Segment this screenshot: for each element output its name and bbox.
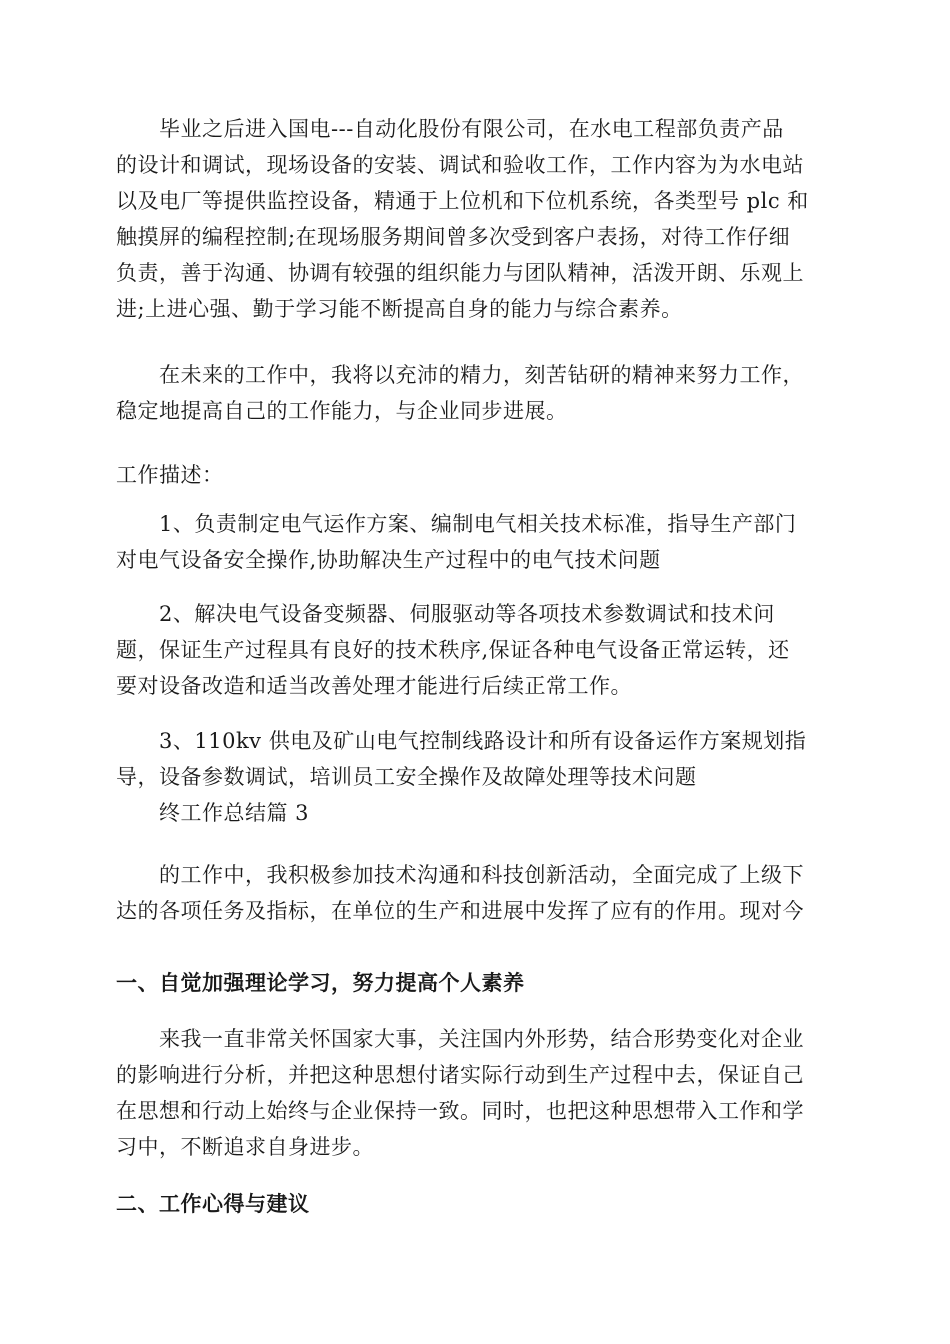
text-line: 1、负责制定电气运作方案、编制电气相关技术标准，指导生产部门 [159, 512, 797, 536]
heading-work-insights [116, 1186, 836, 1222]
heading-theory-study [116, 965, 836, 1001]
paragraph-future [116, 357, 836, 429]
list-item-1 [116, 506, 836, 578]
text-line: 达的各项任务及指标，在单位的生产和进展中发挥了应有的作用。现对今 [116, 899, 804, 923]
text-line: 以及电厂等提供监控设备，精通于上位机和下位机系统，各类型号 plc 和 [116, 189, 809, 213]
text-line: 在思想和行动上始终与企业保持一致。同时，也把这种思想带入工作和学 [116, 1099, 804, 1123]
text-line: 习中，不断追求自身进步。 [116, 1135, 374, 1159]
text-line: 二、工作心得与建议 [116, 1191, 310, 1216]
text-line: 来我一直非常关怀国家大事，关注国内外形势，结合形势变化对企业 [159, 1027, 804, 1051]
text-line: 一、自觉加强理论学习，努力提高个人素养 [116, 970, 525, 995]
list-item-3 [116, 723, 836, 795]
text-line: 要对设备改造和适当改善处理才能进行后续正常工作。 [116, 674, 632, 698]
section-title [116, 795, 836, 831]
text-line: 在未来的工作中，我将以充沛的精力，刻苦钻研的精神来努力工作， [159, 363, 804, 387]
text-line: 的设计和调试，现场设备的安装、调试和验收工作，工作内容为为水电站 [116, 153, 804, 177]
text-line: 负责，善于沟通、协调有较强的组织能力与团队精神，活泼开朗、乐观上 [116, 261, 804, 285]
text-line: 题，保证生产过程具有良好的技术秩序,保证各种电气设备正常运转，还 [116, 638, 790, 662]
text-line: 2、解决电气设备变频器、伺服驱动等各项技术参数调试和技术问 [159, 602, 775, 626]
text-line: 导，设备参数调试，培训员工安全操作及故障处理等技术问题 [116, 765, 697, 789]
text-line: 稳定地提高自己的工作能力，与企业同步进展。 [116, 399, 568, 423]
paragraph-summary [116, 857, 836, 929]
list-item-2 [116, 596, 836, 704]
text-line: 触摸屏的编程控制;在现场服务期间曾多次受到客户表扬，对待工作仔细 [116, 225, 791, 249]
paragraph-national-affairs [116, 1021, 836, 1165]
paragraph-intro [116, 111, 836, 327]
text-line: 对电气设备安全操作,协助解决生产过程中的电气技术问题 [116, 548, 661, 572]
text-line: 进;上进心强、勤于学习能不断提高自身的能力与综合素养。 [116, 297, 683, 321]
text-line: 工作描述： [116, 463, 224, 487]
text-line: 的工作中，我积极参加技术沟通和科技创新活动，全面完成了上级下 [159, 863, 804, 887]
work-description-label [116, 457, 836, 493]
text-line: 的影响进行分析，并把这种思想付诸实际行动到生产过程中去，保证自己 [116, 1063, 804, 1087]
text-line: 毕业之后进入国电---自动化股份有限公司，在水电工程部负责产品 [159, 117, 784, 141]
text-line: 终工作总结篇 3 [159, 801, 310, 825]
text-line: 3、110kv 供电及矿山电气控制线路设计和所有设备运作方案规划指 [159, 729, 807, 753]
